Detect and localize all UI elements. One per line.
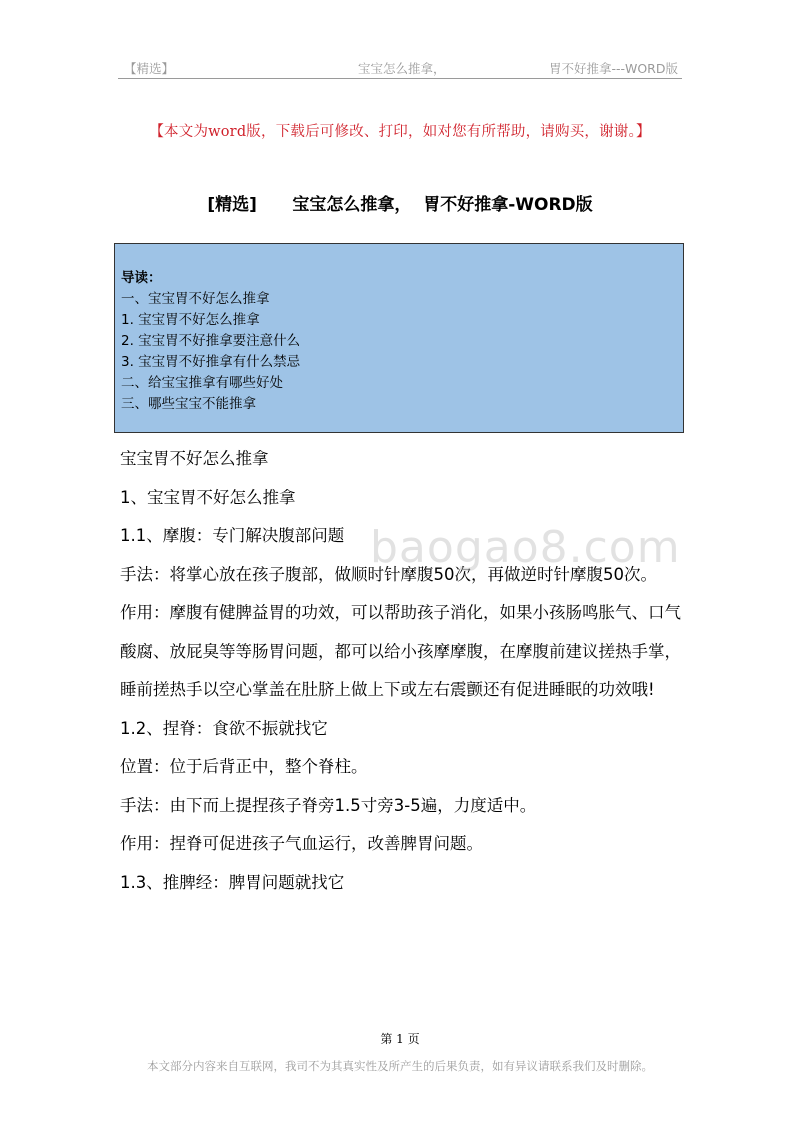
item-heading: 1.3、推脾经：脾胃问题就找它 [120, 872, 345, 892]
guide-heading: 导读： [121, 270, 162, 286]
watermark: baogao8.com [370, 522, 681, 573]
paragraph: 位置：位于后背正中，整个脊柱。 [120, 757, 368, 776]
guide-item: 三、哪些宝宝不能推拿 [121, 396, 256, 412]
item-heading: 1.1、摩腹：专门解决腹部问题 [120, 526, 345, 545]
guide-item: 一、宝宝胃不好怎么推拿 [121, 291, 270, 307]
header-right-text: 胃不好推拿---WORD版 [548, 61, 678, 76]
paragraph: 手法：将掌心放在孩子腹部，做顺时针摩腹50次，再做逆时针摩腹50次。 [120, 564, 657, 584]
page-header [118, 56, 682, 79]
page-number: 第 1 页 [380, 1032, 420, 1046]
header-middle-text: 宝宝怎么推拿， [358, 61, 446, 76]
guide-item: 二、给宝宝推拿有哪些好处 [121, 375, 283, 391]
header-left-text: 【精选】 [124, 61, 175, 76]
download-notice: 【本文为word版，下载后可修改、打印，如对您有所帮助，请购买，谢谢。】 [149, 124, 651, 140]
subsection-heading: 1、宝宝胃不好怎么推拿 [120, 487, 296, 507]
paragraph: 手法：由下而上提捏孩子脊旁1.5寸旁3-5遍，力度适中。 [120, 795, 537, 815]
guide-item: 3. 宝宝胃不好推拿有什么禁忌 [121, 354, 301, 370]
guide-item: 1. 宝宝胃不好怎么推拿 [121, 312, 260, 328]
guide-item: 2. 宝宝胃不好推拿要注意什么 [121, 333, 301, 349]
footer-disclaimer: 本文部分内容来自互联网，我司不为其真实性及所产生的后果负责，如有异议请联系我们及时删除。 [147, 1059, 653, 1073]
item-heading: 1.2、捏脊：食欲不振就找它 [120, 718, 328, 738]
document-title: [精选] 宝宝怎么推拿， 胃不好推拿-WORD版 [207, 195, 593, 215]
paragraph: 作用：捏脊可促进孩子气血运行，改善脾胃问题。 [120, 834, 483, 853]
section-heading: 宝宝胃不好怎么推拿 [120, 449, 269, 468]
paragraph: 作用：摩腹有健脾益胃的功效，可以帮助孩子消化，如果小孩肠鸣胀气、口气酸腐、放屁臭等等肠胃问题，都可以给小孩摩摩腹，在摩腹前建议搓热手掌，睡前搓热手以空心掌盖在肚脐上做上下或左右震颤还有促进睡眠的功效哦! [120, 603, 681, 699]
body-content [120, 440, 684, 902]
guide-box [114, 243, 684, 433]
